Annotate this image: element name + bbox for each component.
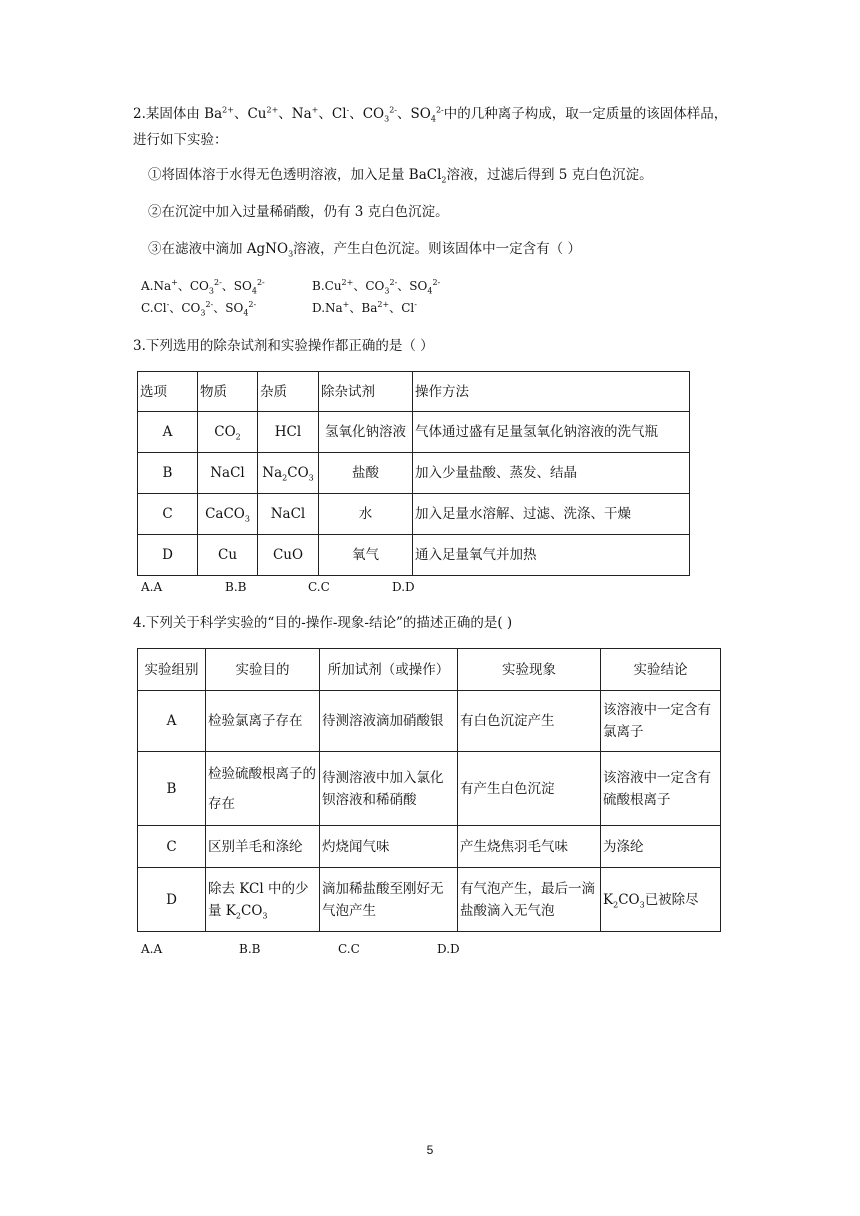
- page-number: 5: [426, 1143, 434, 1157]
- q2-option-c: C.Cl-、$CO_3^{2-}$、$SO_4^{2-}$: [141, 300, 257, 318]
- table-row: [138, 752, 721, 826]
- q3-header-substance: 物质: [198, 372, 258, 412]
- q3-cell-method: 气体通过盛有足量氢氧化钠溶液的洗气瓶: [413, 412, 690, 453]
- q3-cell-option: C: [138, 494, 198, 535]
- q2-stem: 2.某固体由 $Ba^{2+}$、$Cu^{2+}$、Na+、Cl-、$CO_3^{2-}$、$SO_4^{2-}$中的几种离子构成，取一定质量的该固体样品，: [133, 105, 728, 124]
- q4-cell-reagent: 滴加稀盐酸至刚好无气泡产生: [320, 868, 458, 932]
- q4-cell-purpose: 检验氯离子存在: [206, 691, 320, 752]
- q4-cell-group: A: [138, 691, 206, 752]
- q2-experiment-1: ①将固体溶于水得无色透明溶液，加入足量 BaCl$_2$溶液，过滤后得到 5 克白色沉淀。: [148, 167, 653, 185]
- q3-header-option: 选项: [138, 372, 198, 412]
- q2-stem-line2: 进行如下实验：: [133, 132, 228, 148]
- q4-header-group: 实验组别: [138, 649, 206, 691]
- q3-cell-option: A: [138, 412, 198, 453]
- q4-cell-phenomenon: 有白色沉淀产生: [458, 691, 601, 752]
- q3-cell-impurity: $Na_2CO_3$: [258, 453, 319, 494]
- q2-experiment-3: ③在滤液中滴加 AgNO$_3$溶液，产生白色沉淀。则该固体中一定含有（ ）: [148, 241, 581, 259]
- q4-cell-group: C: [138, 826, 206, 868]
- q4-option-a: A.A: [141, 942, 163, 956]
- q4-cell-reagent: 待测溶液中加入氯化钡溶液和稀硝酸: [320, 752, 458, 826]
- table-row: [138, 494, 690, 535]
- table-row: [138, 535, 690, 576]
- q2-experiment-2: ②在沉淀中加入过量稀硝酸，仍有 3 克白色沉淀。: [148, 204, 449, 220]
- q3-cell-method: 加入足量水溶解、过滤、洗涤、干燥: [413, 494, 690, 535]
- q3-header-row: [138, 372, 690, 412]
- table-row: [138, 453, 690, 494]
- table-row: [138, 868, 721, 932]
- q3-option-a: A.A: [141, 580, 163, 594]
- q4-cell-group: B: [138, 752, 206, 826]
- q4-cell-phenomenon: 有产生白色沉淀: [458, 752, 601, 826]
- q4-cell-purpose: 区别羊毛和涤纶: [206, 826, 320, 868]
- q3-table: [137, 371, 690, 576]
- q4-option-b: B.B: [239, 942, 261, 956]
- q2-option-b: $B.Cu^{2+}$、$CO_3^{2-}$、$SO_4^{2-}$: [312, 278, 441, 296]
- q3-cell-reagent: 盐酸: [319, 453, 413, 494]
- q4-cell-purpose: 除去 KCl 中的少量 $K_2CO_3$: [206, 868, 320, 932]
- q3-cell-reagent: 氧气: [319, 535, 413, 576]
- q3-option-b: B.B: [225, 580, 247, 594]
- q4-option-d: D.D: [437, 942, 460, 956]
- q3-cell-option: B: [138, 453, 198, 494]
- table-row: [138, 826, 721, 868]
- q3-cell-impurity: CuO: [258, 535, 319, 576]
- q4-cell-conclusion: 该溶液中一定含有硫酸根离子: [601, 752, 721, 826]
- table-row: [138, 691, 721, 752]
- q4-cell-conclusion: 为涤纶: [601, 826, 721, 868]
- q4-cell-purpose: 检验硫酸根离子的存在: [206, 752, 320, 826]
- q3-cell-substance: $CO_2$: [198, 412, 258, 453]
- q4-header-phenomenon: 实验现象: [458, 649, 601, 691]
- q3-option-d: D.D: [392, 580, 415, 594]
- q2-option-d: D.Na+、$Ba^{2+}$、Cl-: [312, 300, 417, 315]
- q3-header-reagent: 除杂试剂: [319, 372, 413, 412]
- q4-table: [137, 648, 721, 932]
- q2-option-a: A.Na+、$CO_3^{2-}$、$SO_4^{2-}$: [141, 278, 265, 296]
- q4-cell-phenomenon: 有气泡产生，最后一滴盐酸滴入无气泡: [458, 868, 601, 932]
- q4-option-c: C.C: [338, 942, 360, 956]
- q3-cell-substance: NaCl: [198, 453, 258, 494]
- q4-cell-reagent: 待测溶液滴加硝酸银: [320, 691, 458, 752]
- q4-cell-group: D: [138, 868, 206, 932]
- q4-title: 4.下列关于科学实验的“目的-操作-现象-结论”的描述正确的是( ): [133, 615, 513, 631]
- q3-header-method: 操作方法: [413, 372, 690, 412]
- q3-option-c: C.C: [308, 580, 330, 594]
- q3-cell-substance: Cu: [198, 535, 258, 576]
- table-row: [138, 412, 690, 453]
- q4-header-conclusion: 实验结论: [601, 649, 721, 691]
- q3-cell-reagent: 水: [319, 494, 413, 535]
- q4-header-purpose: 实验目的: [206, 649, 320, 691]
- q4-header-reagent: 所加试剂（或操作）: [320, 649, 458, 691]
- q4-cell-conclusion: 该溶液中一定含有氯离子: [601, 691, 721, 752]
- q3-cell-substance: CaCO$_3$: [198, 494, 258, 535]
- q3-cell-method: 通入足量氧气并加热: [413, 535, 690, 576]
- q4-cell-conclusion: $K_2CO_3$已被除尽: [601, 868, 721, 932]
- q4-cell-phenomenon: 产生烧焦羽毛气味: [458, 826, 601, 868]
- q3-title: 3.下列选用的除杂试剂和实验操作都正确的是（ ）: [133, 338, 434, 354]
- q3-header-impurity: 杂质: [258, 372, 319, 412]
- q4-cell-reagent: 灼烧闻气味: [320, 826, 458, 868]
- q3-cell-method: 加入少量盐酸、蒸发、结晶: [413, 453, 690, 494]
- q3-cell-reagent: 氢氧化钠溶液: [319, 412, 413, 453]
- q3-cell-impurity: HCl: [258, 412, 319, 453]
- q4-header-row: [138, 649, 721, 691]
- q3-cell-impurity: NaCl: [258, 494, 319, 535]
- q3-cell-option: D: [138, 535, 198, 576]
